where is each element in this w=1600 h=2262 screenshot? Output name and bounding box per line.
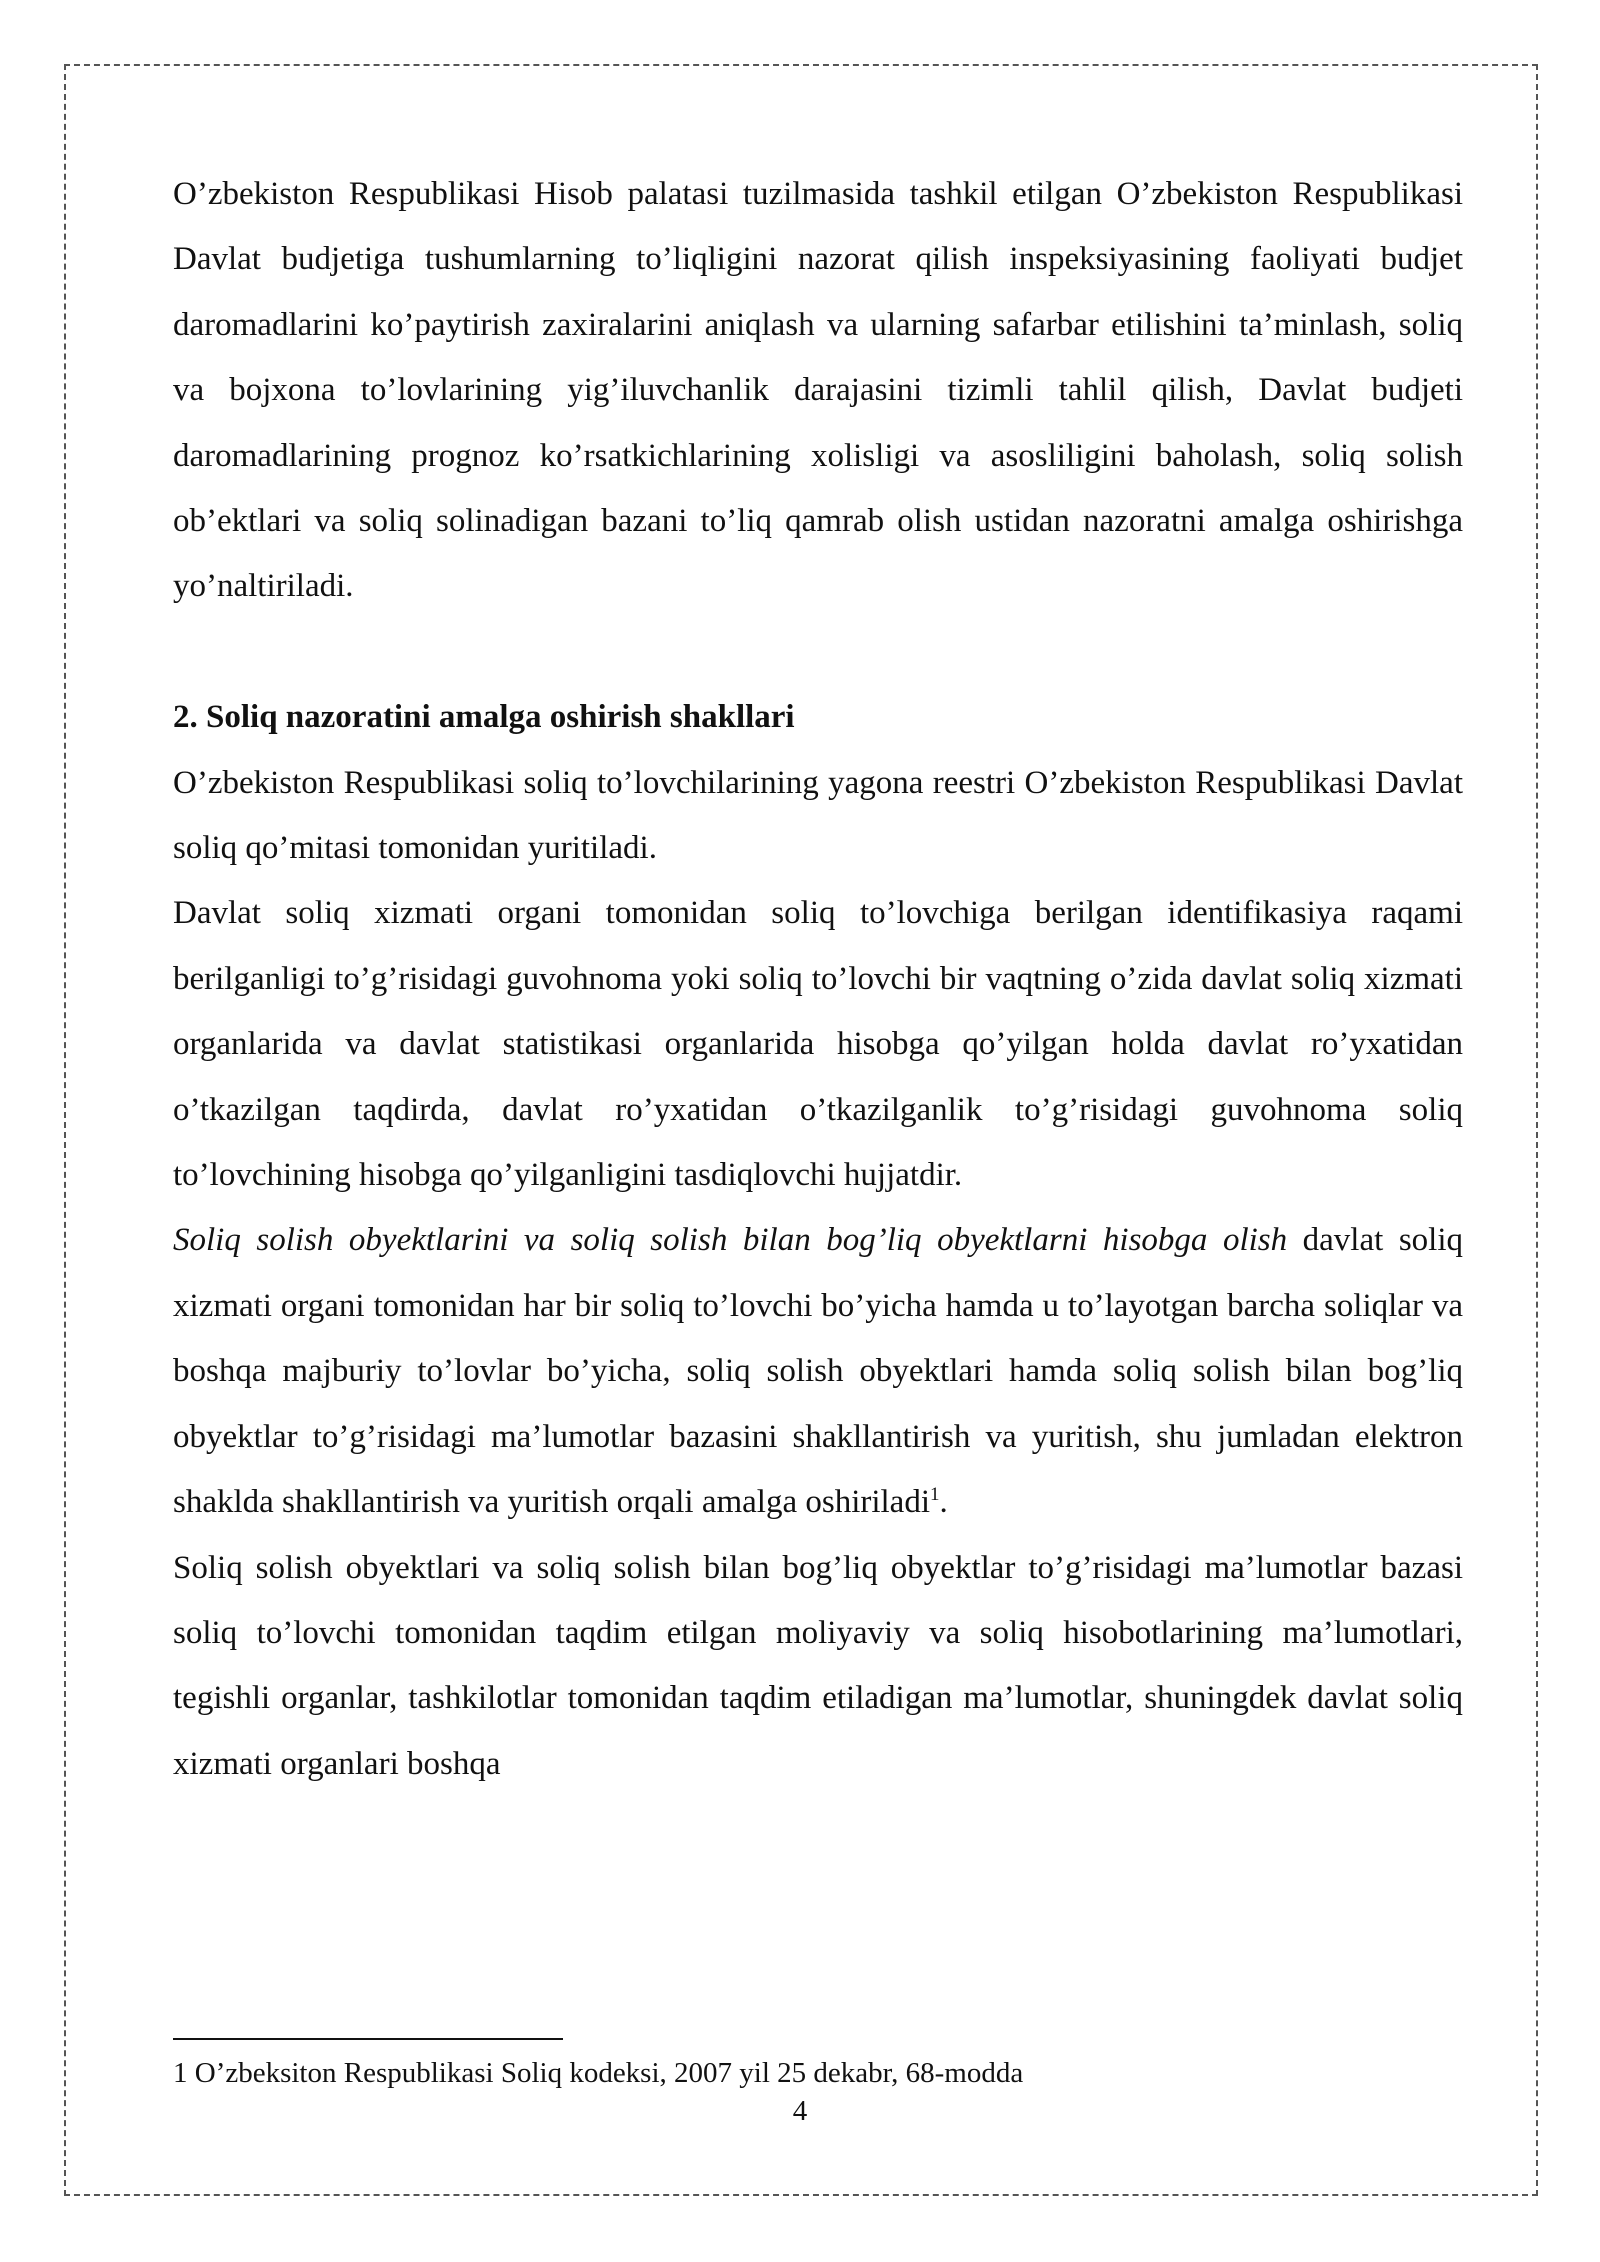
- blank-line: [173, 620, 1463, 685]
- paragraph-identifikasiya: Davlat soliq xizmati organi tomonidan soliq to’lovchiga berilgan identifikasiya raqami berilganligi to’g’risidagi guvohnoma yoki soliq to’lovchi bir vaqtning o’zida davlat soliq xizmati organlarida va davlat statistikasi organlarida hisobga qo’yilgan holda davlat ro’yxatidan o’tkazilgan taqdirda, davlat ro’yxatidan o’tkazilganlik to’g’risidagi guvohnoma soliq to’lovchining hisobga qo’yilganligini tasdiqlovchi hujjatdir.: [173, 895, 1463, 1194]
- footnote-separator: [173, 2038, 563, 2040]
- footnote-reference[interactable]: 1: [930, 1484, 940, 1506]
- paragraph-text: davlat soliq xizmati organi tomonidan har bir soliq to’lovchi bo’yicha hamda u to’layotgan barcha soliqlar va boshqa majburiy to’lovlar bo’yicha, soliq solish obyektlari hamda soliq solish bilan bog’liq obyektlar to’g’risidagi ma’lumotlar bazasini shakllantirish va yuritish, shu jumladan elektron shaklda shakllantirish va yuritish orqali amalga oshiriladi: [173, 1222, 1463, 1521]
- paragraph-malumotlar-bazasi: Soliq solish obyektlari va soliq solish bilan bog’liq obyektlar to’g’risidagi ma’lumotlar bazasi soliq to’lovchi tomonidan taqdim etilgan moliyaviy va soliq hisobotlarining ma’lumotlari, tegishli organlar, tashkilotlar tomonidan taqdim etiladigan ma’lumotlar, shuningdek davlat soliq xizmati organlari boshqa: [173, 1549, 1463, 1782]
- paragraph-end: .: [939, 1484, 948, 1521]
- section-heading: 2. Soliq nazoratini amalga oshirish shakllari: [173, 699, 795, 736]
- footnote-text: 1 O’zbeksiton Respublikasi Soliq kodeksi, 2007 yil 25 dekabr, 68-modda: [173, 2057, 1024, 2089]
- paragraph-hisob-palatasi: O’zbekiston Respublikasi Hisob palatasi tuzilmasida tashkil etilgan O’zbekiston Respublikasi Davlat budjetiga tushumlarning to’liqligini nazorat qilish inspeksiyasining faoliyati budjet daromadlarini ko’paytirish zaxiralarini aniqlash va ularning safarbar etilishini ta’minlash, soliq va bojxona to’lovlarining yig’iluvchanlik darajasini tizimli tahlil qilish, Davlat budjeti daromadlarining prognoz ko’rsatkichlarining xolisligi va asosliligini baholash, soliq solish ob’ektlari va soliq solinadigan bazani to’liq qamrab olish ustidan nazoratni amalga oshirishga yo’naltiriladi.: [173, 176, 1463, 605]
- paragraph-yagona-reestr: O’zbekiston Respublikasi soliq to’lovchilarining yagona reestri O’zbekiston Respublikasi Davlat soliq qo’mitasi tomonidan yuritiladi.: [173, 764, 1463, 867]
- italic-term: Soliq solish obyektlarini va soliq solish bilan bog’liq obyektlarni hisobga olish: [173, 1222, 1288, 1259]
- paragraph-hisobga-olish: [173, 1208, 1463, 1535]
- document-body: [173, 162, 1463, 1797]
- page-number: 4: [792, 2095, 808, 2127]
